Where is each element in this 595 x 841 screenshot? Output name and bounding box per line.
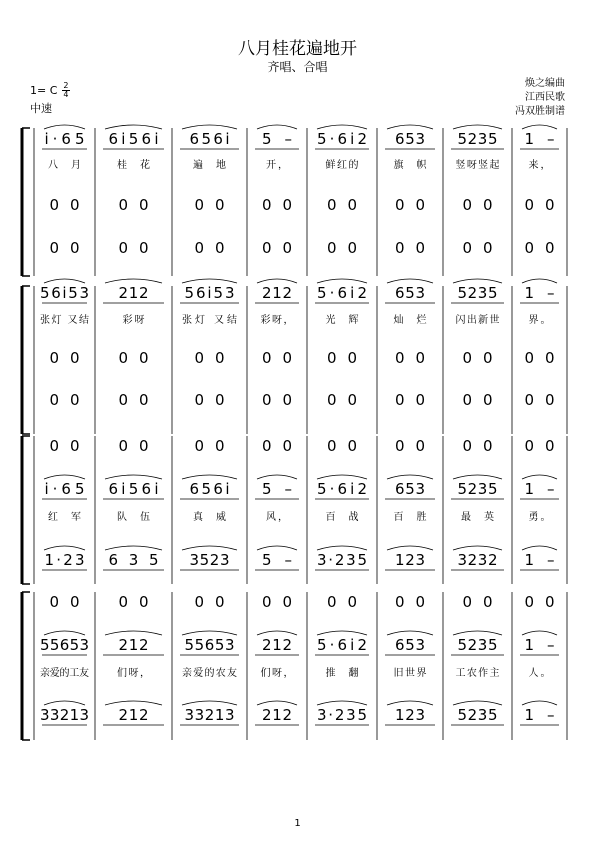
- rest-cell: 0 0: [395, 593, 425, 611]
- slur: [105, 701, 162, 705]
- melody-cell: 1 –: [524, 636, 555, 654]
- melody-cell: 212: [118, 284, 149, 302]
- slur: [105, 475, 162, 479]
- slur: [257, 125, 297, 129]
- melody-cell: 6i56i: [108, 480, 159, 498]
- melody-cell: 1 –: [524, 130, 555, 148]
- song-title: 八月桂花遍地开: [238, 39, 357, 59]
- rest-cell: 0 0: [395, 391, 425, 409]
- rest-cell: 0 0: [524, 593, 555, 611]
- rest-cell: 0 0: [462, 391, 493, 409]
- melody-cell: 123: [395, 706, 425, 724]
- rest-cell: 0 0: [49, 239, 80, 257]
- slur: [44, 279, 85, 283]
- slur: [522, 546, 557, 550]
- slur: [522, 701, 557, 705]
- melody-cell: 55653: [184, 636, 235, 654]
- slur: [453, 631, 502, 635]
- rest-cell: 0 0: [395, 239, 425, 257]
- slur: [182, 475, 237, 479]
- melody-cell: 3232: [457, 551, 498, 569]
- lyric-cell: 红 军: [48, 512, 81, 523]
- slur: [387, 475, 433, 479]
- rest-cell: 0 0: [395, 437, 425, 455]
- rest-cell: 0 0: [262, 239, 292, 257]
- melody-cell: 33213: [184, 706, 235, 724]
- slur: [182, 701, 237, 705]
- rest-cell: 0 0: [118, 349, 149, 367]
- slur: [105, 125, 162, 129]
- rest-cell: 0 0: [49, 437, 80, 455]
- rest-cell: 0 0: [49, 391, 80, 409]
- rest-cell: 0 0: [462, 349, 493, 367]
- time-denominator: 4: [63, 90, 69, 99]
- lyric-cell: 八 月: [48, 160, 81, 171]
- melody-cell: 5 –: [262, 130, 292, 148]
- slur: [317, 701, 367, 705]
- rest-cell: 0 0: [327, 437, 357, 455]
- rest-cell: 0 0: [327, 196, 357, 214]
- rest-cell: 0 0: [194, 239, 225, 257]
- melody-cell: 5·6i2: [317, 130, 367, 148]
- rest-cell: 0 0: [462, 196, 493, 214]
- slur: [522, 125, 557, 129]
- lyric-cell: 张灯 又结: [40, 315, 89, 326]
- melody-cell: 212: [262, 636, 292, 654]
- slur: [317, 631, 367, 635]
- lyric-cell: 工农作主: [455, 668, 500, 679]
- rest-cell: 0 0: [118, 239, 149, 257]
- lyric-cell: 张灯 又结: [182, 315, 237, 326]
- lyric-cell: 百 胜: [393, 512, 427, 523]
- rest-cell: 0 0: [49, 196, 80, 214]
- lyric-cell: 亲爱的农友: [182, 668, 237, 679]
- melody-cell: 653: [395, 130, 425, 148]
- rest-cell: 0 0: [118, 391, 149, 409]
- melody-cell: 653: [395, 284, 425, 302]
- melody-cell: 5235: [457, 706, 498, 724]
- rest-cell: 0 0: [194, 437, 225, 455]
- melody-cell: 653: [395, 636, 425, 654]
- melody-cell: 5·6i2: [317, 480, 367, 498]
- slur: [44, 125, 85, 129]
- rest-cell: 0 0: [524, 239, 555, 257]
- rest-cell: 0 0: [327, 391, 357, 409]
- lyric-cell: 们呀，: [117, 668, 150, 679]
- slur: [522, 631, 557, 635]
- melody-cell: 5235: [457, 480, 498, 498]
- lyric-cell: 旗 帜: [393, 160, 427, 171]
- credit-arranger: 焕之编曲: [525, 78, 565, 89]
- melody-cell: 5235: [457, 284, 498, 302]
- lyric-cell: 百 战: [325, 512, 359, 523]
- slur: [257, 279, 297, 283]
- melody-cell: 5235: [457, 130, 498, 148]
- melody-cell: 656i: [189, 130, 230, 148]
- lyric-cell: 彩呀: [122, 315, 145, 326]
- rest-cell: 0 0: [118, 593, 149, 611]
- rest-cell: 0 0: [118, 196, 149, 214]
- slur: [317, 125, 367, 129]
- slur: [257, 631, 297, 635]
- lyric-cell: 竖呀竖起: [455, 160, 500, 171]
- slur: [44, 701, 85, 705]
- rest-cell: 0 0: [395, 349, 425, 367]
- slur: [453, 475, 502, 479]
- melody-cell: 1 –: [524, 551, 555, 569]
- lyric-cell: 界。: [528, 315, 551, 326]
- melody-cell: 212: [118, 706, 149, 724]
- rest-cell: 0 0: [327, 349, 357, 367]
- melody-cell: 55653: [40, 636, 89, 654]
- rest-cell: 0 0: [462, 437, 493, 455]
- melody-cell: 1 –: [524, 706, 555, 724]
- song-subtitle: 齐唱、合唱: [267, 60, 328, 74]
- key-label: 1= C: [30, 84, 58, 97]
- melody-cell: 56i53: [40, 284, 89, 302]
- page-number: 1: [294, 818, 301, 829]
- rest-cell: 0 0: [262, 196, 292, 214]
- slur: [105, 546, 162, 550]
- melody-cell: 212: [262, 284, 292, 302]
- slur: [387, 631, 433, 635]
- lyric-cell: 人。: [528, 668, 551, 679]
- slur: [387, 546, 433, 550]
- melody-cell: 3·235: [317, 551, 367, 569]
- rest-cell: 0 0: [327, 239, 357, 257]
- melody-cell: 212: [118, 636, 149, 654]
- rest-cell: 0 0: [194, 349, 225, 367]
- lyric-cell: 闪出新世: [455, 315, 500, 326]
- slur: [105, 631, 162, 635]
- melody-cell: 56i53: [184, 284, 235, 302]
- lyric-cell: 彩呀，: [260, 315, 294, 326]
- rest-cell: 0 0: [524, 349, 555, 367]
- rest-cell: 0 0: [395, 196, 425, 214]
- slur: [182, 546, 237, 550]
- tempo-marking: 中速: [30, 102, 52, 115]
- credit-origin: 江西民歌: [525, 92, 565, 103]
- slur: [453, 546, 502, 550]
- slur: [522, 475, 557, 479]
- melody-cell: 5 –: [262, 480, 292, 498]
- melody-cell: 6 3 5: [108, 551, 159, 569]
- lyric-cell: 最 英: [461, 512, 494, 523]
- melody-cell: 123: [395, 551, 425, 569]
- slur: [182, 631, 237, 635]
- rest-cell: 0 0: [462, 593, 493, 611]
- slur: [453, 125, 502, 129]
- lyric-cell: 鲜红的: [325, 160, 359, 171]
- rest-cell: 0 0: [524, 437, 555, 455]
- rest-cell: 0 0: [327, 593, 357, 611]
- slur: [453, 279, 502, 283]
- lyric-cell: 灿 烂: [393, 315, 427, 326]
- time-numerator: 2: [63, 81, 69, 90]
- lyric-cell: 真 威: [193, 512, 226, 523]
- melody-cell: 3523: [189, 551, 230, 569]
- melody-cell: i·65: [44, 480, 85, 498]
- lyric-cell: 遍 地: [193, 160, 226, 171]
- rest-cell: 0 0: [194, 196, 225, 214]
- lyric-cell: 风，: [266, 512, 288, 523]
- lyric-cell: 亲爱的工友: [40, 668, 89, 679]
- lyric-cell: 来，: [528, 160, 551, 171]
- slur: [317, 279, 367, 283]
- melody-cell: 5235: [457, 636, 498, 654]
- slur: [44, 546, 85, 550]
- slur: [44, 631, 85, 635]
- slur: [257, 546, 297, 550]
- melody-cell: 1 –: [524, 284, 555, 302]
- slur: [317, 546, 367, 550]
- rest-cell: 0 0: [194, 391, 225, 409]
- rest-cell: 0 0: [194, 593, 225, 611]
- lyric-cell: 旧世界: [393, 668, 427, 679]
- slur: [453, 701, 502, 705]
- melody-cell: 653: [395, 480, 425, 498]
- rest-cell: 0 0: [49, 349, 80, 367]
- rest-cell: 0 0: [462, 239, 493, 257]
- rest-cell: 0 0: [524, 391, 555, 409]
- melody-cell: 1 –: [524, 480, 555, 498]
- lyric-cell: 推 翻: [325, 668, 359, 679]
- lyric-cell: 光 辉: [325, 315, 359, 326]
- melody-cell: 656i: [189, 480, 230, 498]
- melody-cell: 33213: [40, 706, 89, 724]
- lyric-cell: 开，: [266, 160, 288, 171]
- slur: [182, 125, 237, 129]
- melody-cell: 5·6i2: [317, 636, 367, 654]
- slur: [387, 279, 433, 283]
- lyric-cell: 们呀，: [260, 668, 294, 679]
- slur: [257, 475, 297, 479]
- slur: [105, 279, 162, 283]
- melody-cell: 1·23: [44, 551, 85, 569]
- slur: [387, 125, 433, 129]
- rest-cell: 0 0: [262, 593, 292, 611]
- melody-cell: 3·235: [317, 706, 367, 724]
- melody-cell: 5·6i2: [317, 284, 367, 302]
- lyric-cell: 队 伍: [117, 512, 150, 523]
- slur: [257, 701, 297, 705]
- slur: [387, 701, 433, 705]
- melody-cell: 212: [262, 706, 292, 724]
- melody-cell: 5 –: [262, 551, 292, 569]
- slur: [44, 475, 85, 479]
- rest-cell: 0 0: [118, 437, 149, 455]
- credit-transcriber: 冯双胜制谱: [515, 106, 565, 117]
- melody-cell: 6i56i: [108, 130, 159, 148]
- rest-cell: 0 0: [49, 593, 80, 611]
- rest-cell: 0 0: [524, 196, 555, 214]
- slur: [522, 279, 557, 283]
- rest-cell: 0 0: [262, 391, 292, 409]
- slur: [182, 279, 237, 283]
- rest-cell: 0 0: [262, 437, 292, 455]
- lyric-cell: 桂 花: [117, 160, 150, 171]
- melody-cell: i·65: [44, 130, 85, 148]
- rest-cell: 0 0: [262, 349, 292, 367]
- lyric-cell: 勇。: [528, 512, 551, 523]
- slur: [317, 475, 367, 479]
